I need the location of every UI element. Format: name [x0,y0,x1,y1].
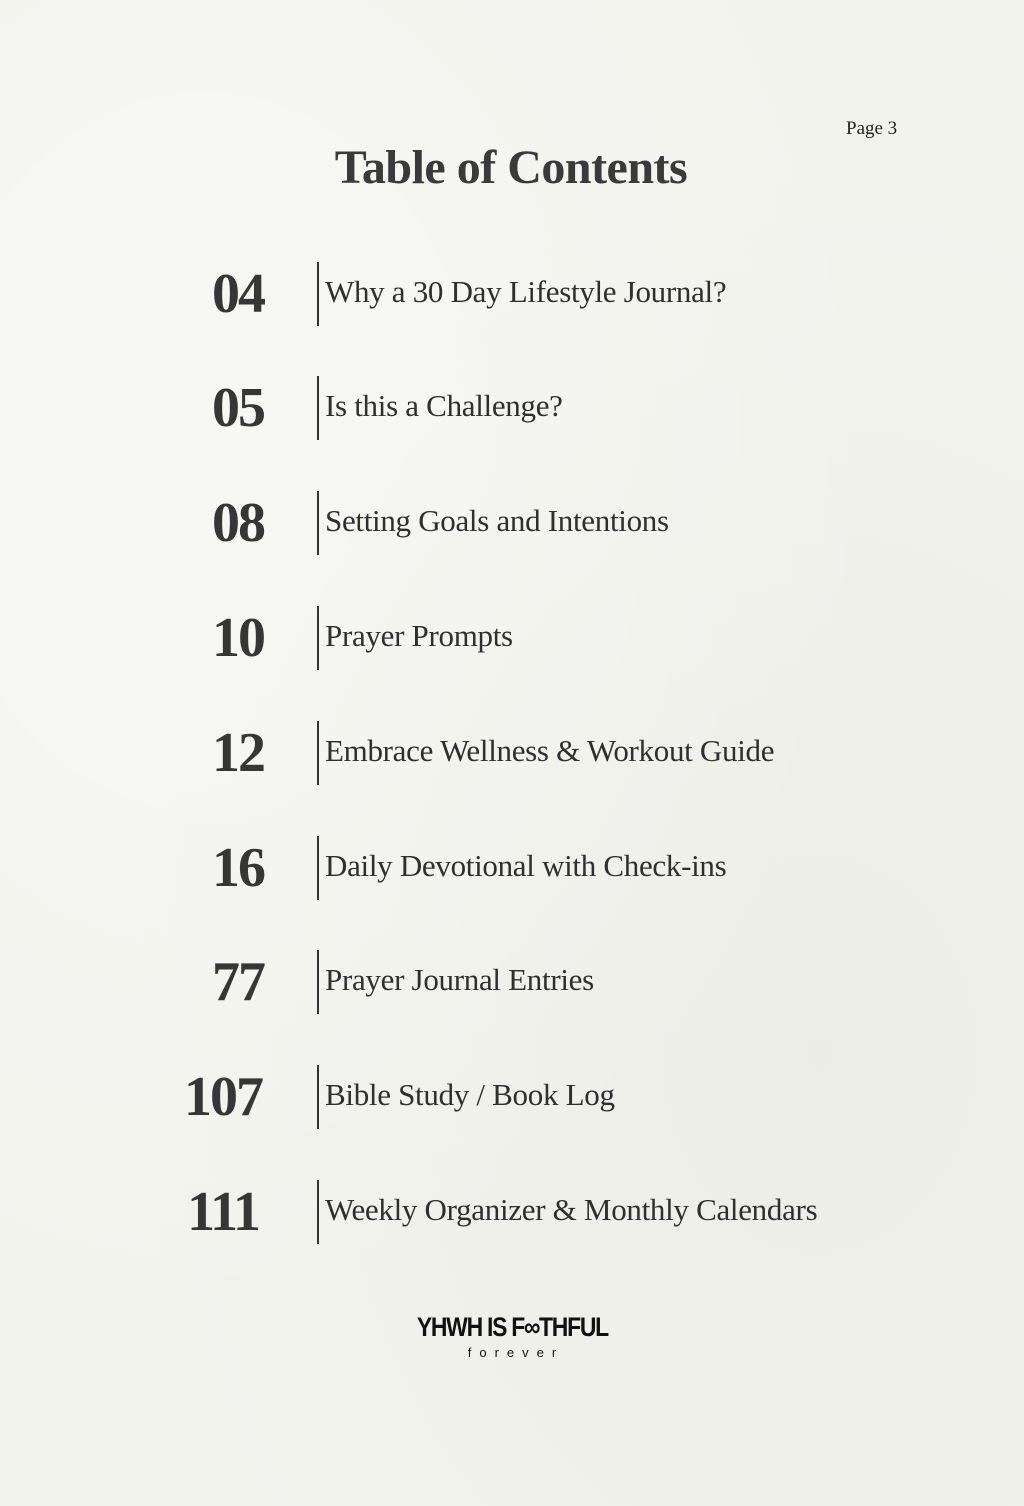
toc-page-number: 04 [212,263,264,325]
toc-page-number: 05 [212,377,264,439]
toc-entry[interactable] [0,721,1024,785]
divider [317,376,319,440]
toc-page-number: 16 [212,837,264,899]
toc-entry[interactable] [0,376,1024,440]
toc-entry[interactable] [0,1065,1024,1129]
toc-entry[interactable] [0,606,1024,670]
toc-page-number: 12 [212,722,264,784]
toc-entry[interactable] [0,836,1024,900]
toc-entry-label: Daily Devotional with Check-ins [325,848,727,883]
divider [317,721,319,785]
toc-page-number: 08 [212,492,264,554]
toc-entry-label: Embrace Wellness & Workout Guide [325,733,775,768]
toc-entry-label: Is this a Challenge? [325,388,563,423]
toc-entry-label: Why a 30 Day Lifestyle Journal? [325,274,727,309]
logo-wordmark: YHWH IS F∞THFUL [416,1312,608,1342]
page-number: Page 3 [846,118,898,139]
toc-page-number: 111 [187,1181,259,1243]
brand-logo [0,1312,1024,1360]
page-title: Table of Contents [334,141,688,194]
divider [317,1065,319,1129]
divider [317,1180,319,1244]
divider [317,836,319,900]
toc-entry[interactable] [0,262,1024,326]
toc-entry-label: Weekly Organizer & Monthly Calendars [325,1192,818,1227]
toc-page-number: 10 [212,607,264,669]
toc-entry-label: Setting Goals and Intentions [325,503,669,538]
toc-entry-label: Bible Study / Book Log [325,1077,615,1112]
toc-entry-label: Prayer Prompts [325,618,513,653]
toc-page-number: 107 [184,1066,262,1128]
toc-entry[interactable] [0,491,1024,555]
divider [317,606,319,670]
toc-entry[interactable] [0,1180,1024,1244]
toc-entry[interactable] [0,950,1024,1014]
divider [317,950,319,1014]
toc-entry-label: Prayer Journal Entries [325,962,594,997]
logo-tagline: forever [467,1345,565,1360]
toc-page-number: 77 [212,951,264,1013]
divider [317,491,319,555]
divider [317,262,319,326]
